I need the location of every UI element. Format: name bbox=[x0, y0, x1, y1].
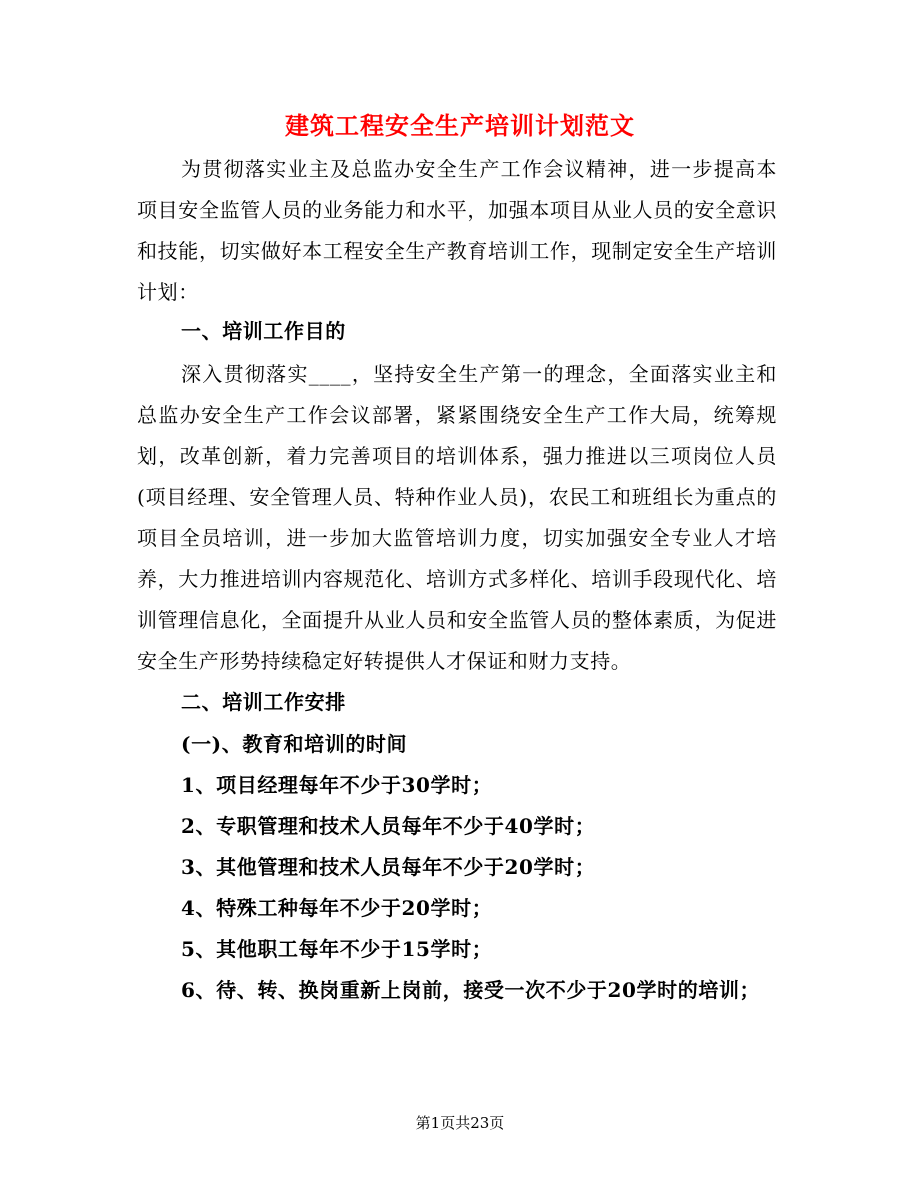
list-item: 4、特殊工种每年不少于20学时； bbox=[181, 896, 493, 920]
intro-paragraph: 为贯彻落实业主及总监办安全生产工作会议精神，进一步提高本项目安全监管人员的业务能力和水平，加强本项目从业人员的安全意识和技能，切实做好本工程安全生产教育培训工作，现制定安全生产培训计划： bbox=[137, 157, 777, 304]
section-1-heading: 一、培训工作目的 bbox=[181, 319, 346, 343]
list-item: 2、专职管理和技术人员每年不少于40学时； bbox=[181, 814, 596, 838]
list-item: 5、其他职工每年不少于15学时； bbox=[181, 937, 493, 961]
page-indicator: 第1页共23页 bbox=[415, 1114, 505, 1132]
list-item: 1、项目经理每年不少于30学时； bbox=[181, 773, 493, 797]
section-2-subheading: (一)、教育和培训的时间 bbox=[181, 732, 408, 756]
training-hours-list bbox=[181, 765, 760, 1011]
list-item: 6、待、转、换岗重新上岗前，接受一次不少于20学时的培训； bbox=[181, 978, 761, 1002]
section-2-heading: 二、培训工作安排 bbox=[181, 690, 346, 714]
section-1-paragraph: 深入贯彻落实____，坚持安全生产第一的理念，全面落实业主和总监办安全生产工作会议部署，紧紧围绕安全生产工作大局，统筹规划，改革创新，着力完善项目的培训体系，强力推进以三项岗位人员(项目经理、安全管理人员、特种作业人员)，农民工和班组长为重点的项目全员培训，进一步加大监管培训力度，切实加强安全专业人才培养，大力推进培训内容规范化、培训方式多样化、培训手段现代化、培训管理信息化，全面提升从业人员和安全监管人员的整体素质，为促进安全生产形势持续稳定好转提供人才保证和财力支持。 bbox=[137, 362, 777, 673]
list-item: 3、其他管理和技术人员每年不少于20学时； bbox=[181, 855, 596, 879]
document-title: 建筑工程安全生产培训计划范文 bbox=[285, 111, 635, 140]
